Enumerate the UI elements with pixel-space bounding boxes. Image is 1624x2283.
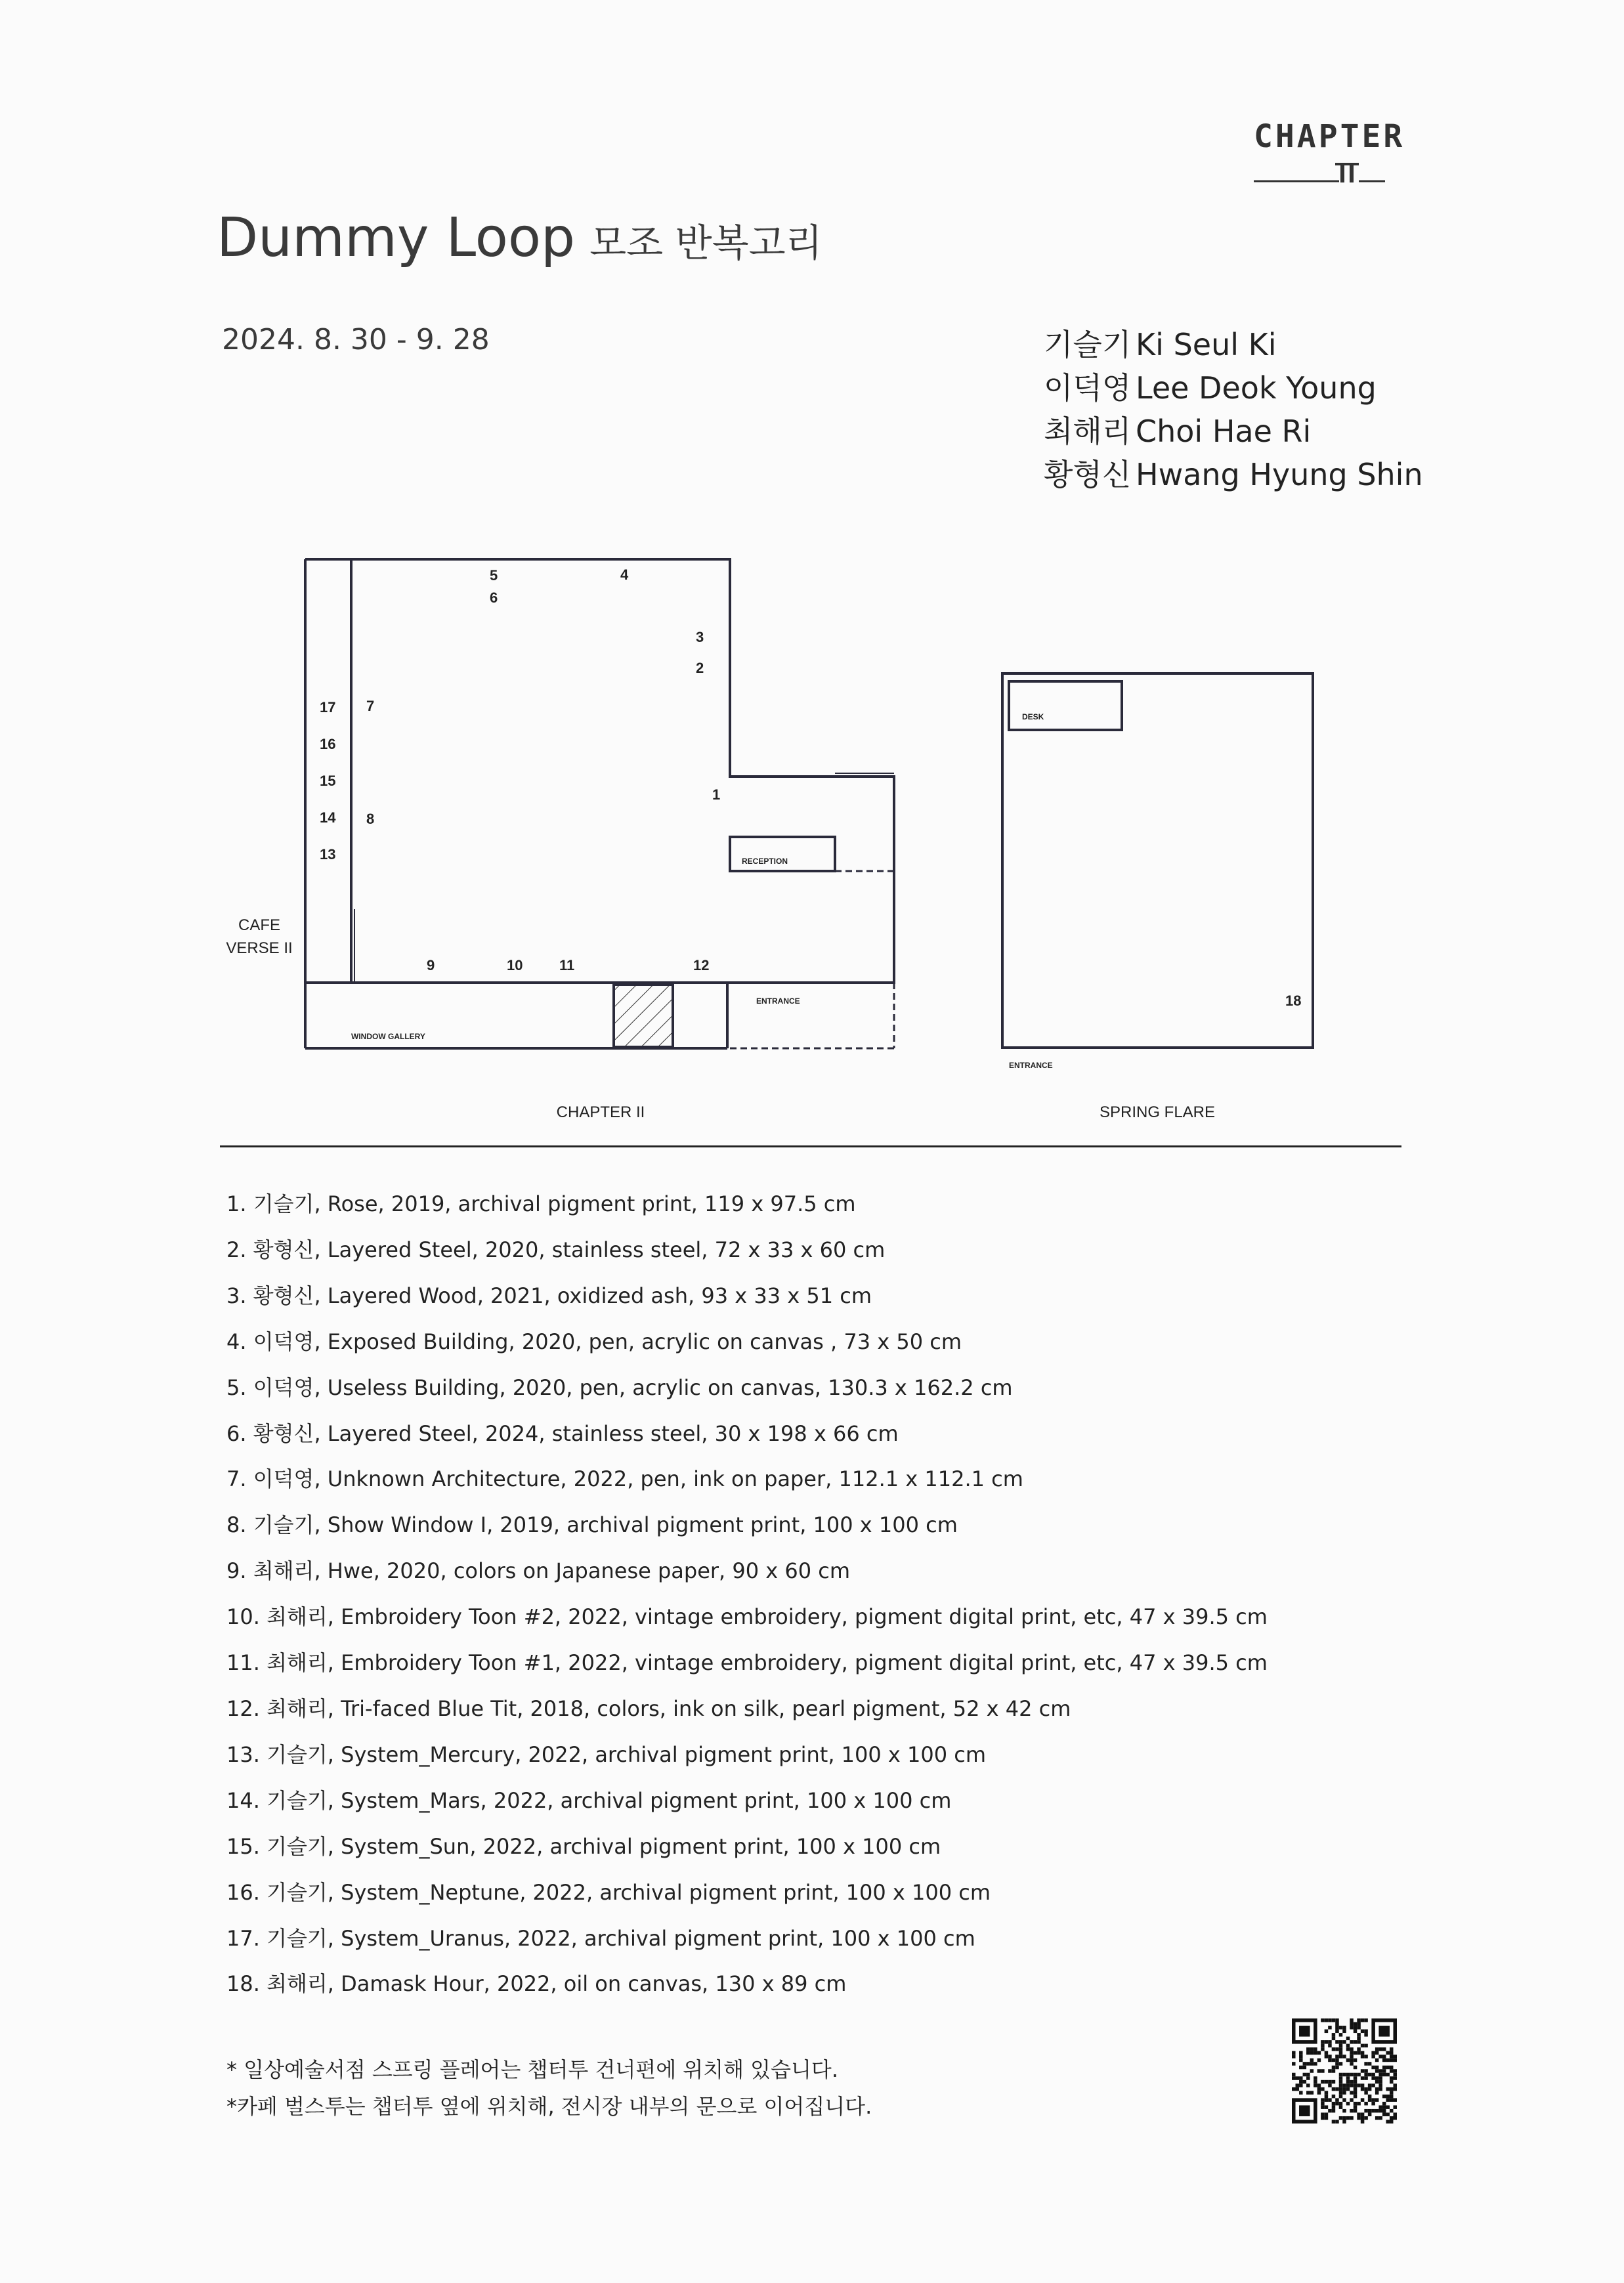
artwork-item: 14. 기슬기, System_Mars, 2022, archival pigment print, 100 x 100 cm — [226, 1787, 952, 1813]
artist-name-ko: 최해리 — [1044, 414, 1132, 449]
chapter-ii-caption: CHAPTER II — [556, 1103, 645, 1121]
artist-name-ko: 황형신 — [1044, 457, 1132, 492]
entrance-label: ENTRANCE — [756, 996, 800, 1006]
artwork-number: 13 — [320, 846, 336, 863]
reception-label: RECEPTION — [742, 857, 788, 866]
logo-wordmark: CHAPTER — [1254, 118, 1405, 155]
artwork-item: 5. 이덕영, Useless Building, 2020, pen, acrylic on canvas, 130.3 x 162.2 cm — [226, 1375, 1013, 1400]
artwork-number: 7 — [366, 698, 375, 714]
footnotes — [226, 2051, 872, 2125]
artwork-item: 1. 기슬기, Rose, 2019, archival pigment print, 119 x 97.5 cm — [226, 1191, 856, 1216]
artwork-number: 6 — [490, 589, 498, 606]
title-korean: 모조 반복고리 — [589, 221, 823, 265]
gallery-wall — [305, 559, 894, 983]
footnote: * 일상예술서점 스프링 플레어는 챕터투 건너편에 위치해 있습니다. — [226, 2057, 839, 2082]
artwork-item: 16. 기슬기, System_Neptune, 2022, archival pigment print, 100 x 100 cm — [226, 1879, 991, 1905]
logo-mark-icon — [1254, 159, 1398, 185]
section-divider — [220, 1145, 1401, 1147]
title-english: Dummy Loop — [217, 207, 576, 269]
exhibition-dates: 2024. 8. 30 - 9. 28 — [222, 323, 490, 356]
artist-name-en: Hwang Hyung Shin — [1136, 457, 1423, 492]
artwork-item: 4. 이덕영, Exposed Building, 2020, pen, acrylic on canvas , 73 x 50 cm — [226, 1329, 962, 1354]
artwork-item: 15. 기슬기, System_Sun, 2022, archival pigment print, 100 x 100 cm — [226, 1833, 941, 1859]
artist-row — [1044, 323, 1423, 366]
artwork-number: 2 — [696, 660, 704, 676]
artist-name-en: Lee Deok Young — [1136, 370, 1377, 406]
artwork-number: 9 — [427, 957, 435, 973]
artwork-number: 14 — [320, 809, 336, 826]
artwork-number: 16 — [320, 736, 336, 752]
artwork-number: 8 — [366, 811, 375, 827]
chapter-logo — [1247, 118, 1405, 190]
desk-label: DESK — [1022, 712, 1044, 721]
artwork-number: 11 — [559, 957, 575, 973]
artist-row — [1044, 410, 1423, 453]
hatched-column — [614, 985, 673, 1047]
artwork-item: 9. 최해리, Hwe, 2020, colors on Japanese paper, 90 x 60 cm — [226, 1558, 851, 1584]
artist-name-ko: 기슬기 — [1044, 327, 1132, 362]
artwork-item: 13. 기슬기, System_Mercury, 2022, archival pigment print, 100 x 100 cm — [226, 1741, 987, 1767]
artwork-number: 10 — [507, 957, 523, 973]
artwork-item: 18. 최해리, Damask Hour, 2022, oil on canvas, 130 x 89 cm — [226, 1971, 847, 1997]
artist-name-en: Ki Seul Ki — [1136, 327, 1277, 362]
artwork-number: 5 — [490, 567, 498, 584]
artwork-number: 18 — [1285, 992, 1302, 1009]
spring-flare-entrance-label: ENTRANCE — [1009, 1061, 1053, 1070]
artwork-number: 1 — [712, 786, 721, 803]
artwork-item: 3. 황형신, Layered Wood, 2021, oxidized ash, 93 x 33 x 51 cm — [226, 1283, 872, 1308]
artwork-number: 3 — [696, 629, 704, 645]
desk-marker — [1009, 681, 1122, 730]
footnote: *카페 벌스투는 챕터투 옆에 위치해, 전시장 내부의 문으로 이어집니다. — [226, 2094, 872, 2119]
artwork-item: 12. 최해리, Tri-faced Blue Tit, 2018, colors, ink on silk, pearl pigment, 52 x 42 cm — [226, 1696, 1071, 1721]
artist-row — [1044, 366, 1423, 410]
artwork-item: 11. 최해리, Embroidery Toon #1, 2022, vintage embroidery, pigment digital print, etc, 47 x 39.5 cm — [226, 1650, 1268, 1676]
artwork-number: 17 — [320, 699, 336, 715]
qr-code-icon[interactable] — [1292, 2018, 1397, 2123]
window-gallery-label: WINDOW GALLERY — [351, 1032, 425, 1041]
cafe-label: VERSE II — [226, 939, 293, 957]
artwork-number: 15 — [320, 773, 336, 789]
artwork-item: 2. 황형신, Layered Steel, 2020, stainless steel, 72 x 33 x 60 cm — [226, 1237, 886, 1262]
artist-name-en: Choi Hae Ri — [1136, 414, 1312, 449]
artwork-number: 12 — [693, 957, 710, 973]
artwork-list — [226, 1182, 1268, 2007]
reception-desk — [730, 837, 835, 871]
artwork-item: 7. 이덕영, Unknown Architecture, 2022, pen, ink on paper, 112.1 x 112.1 cm — [226, 1466, 1023, 1492]
artist-list — [1044, 323, 1423, 496]
artwork-item: 8. 기슬기, Show Window I, 2019, archival pigment print, 100 x 100 cm — [226, 1512, 958, 1538]
artwork-item: 6. 황형신, Layered Steel, 2024, stainless steel, 30 x 198 x 66 cm — [226, 1420, 899, 1446]
artist-row — [1044, 453, 1423, 496]
artwork-number: 4 — [620, 566, 629, 583]
artwork-item: 10. 최해리, Embroidery Toon #2, 2022, vintage embroidery, pigment digital print, etc, 47 x 39.5 cm — [226, 1604, 1268, 1630]
spring-flare-caption: SPRING FLARE — [1099, 1103, 1216, 1121]
cafe-label: CAFE — [238, 916, 281, 934]
artist-name-ko: 이덕영 — [1044, 370, 1132, 406]
spring-flare-wall — [1002, 673, 1313, 1048]
artwork-item: 17. 기슬기, System_Uranus, 2022, archival pigment print, 100 x 100 cm — [226, 1925, 975, 1951]
exhibition-title — [217, 207, 823, 269]
